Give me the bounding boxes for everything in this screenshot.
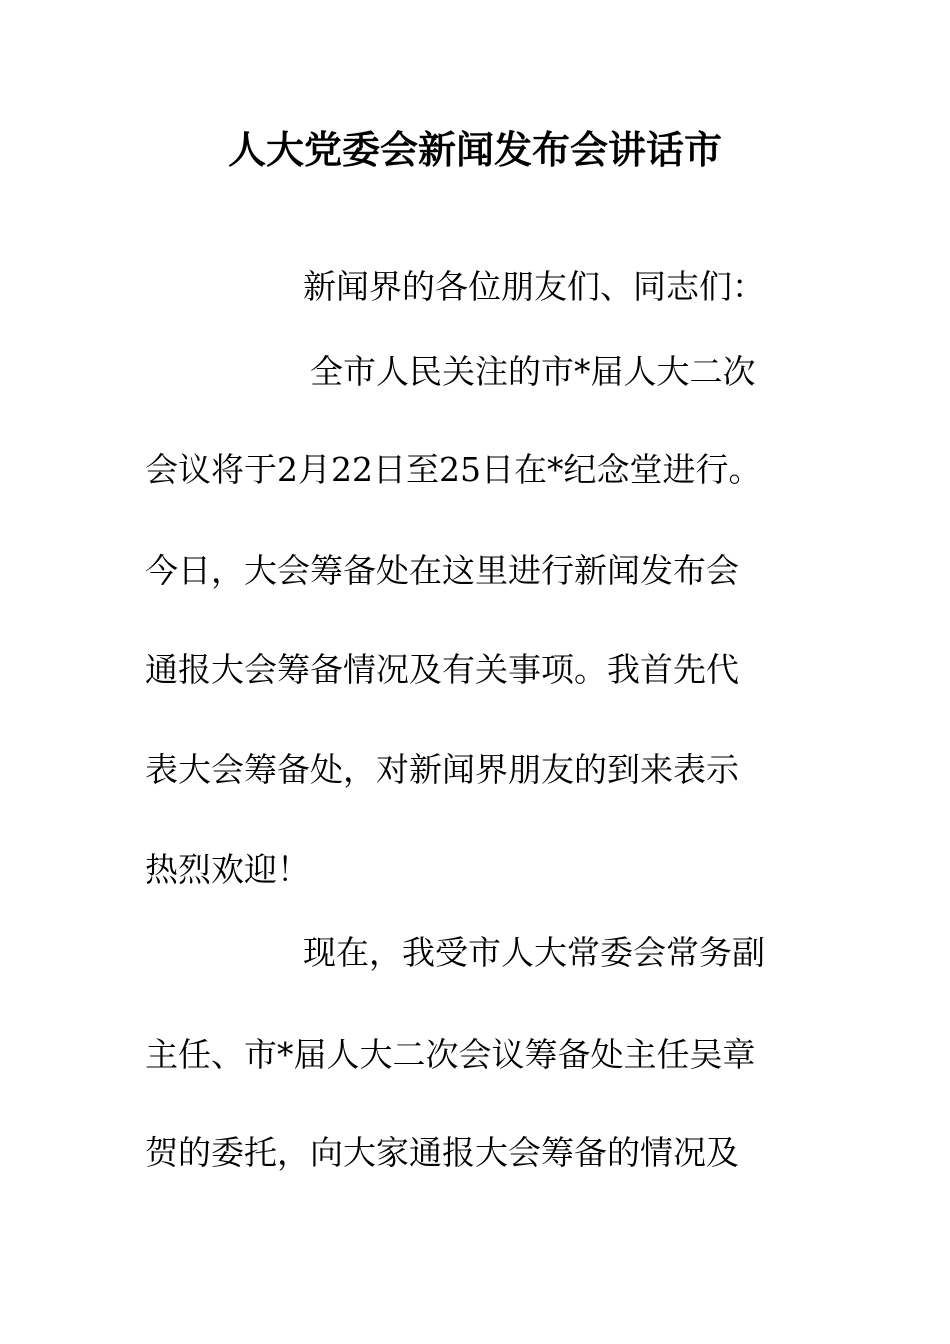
paragraph-line: 热烈欢迎！ (145, 850, 310, 889)
salutation-line: 新闻界的各位朋友们、同志们： (303, 267, 765, 306)
paragraph-line: 现在，我受市人大常委会常务副 (303, 933, 765, 972)
paragraph-line: 通报大会筹备情况及有关事项。我首先代 (145, 650, 739, 689)
paragraph-line: 表大会筹备处，对新闻界朋友的到来表示 (145, 750, 739, 789)
paragraph-line: 会议将于2月22日至25日在*纪念堂进行。 (145, 450, 762, 489)
document-title: 人大党委会新闻发布会讲话市 (227, 127, 722, 172)
paragraph-line: 贺的委托，向大家通报大会筹备的情况及 (145, 1133, 739, 1172)
paragraph-line: 今日，大会筹备处在这里进行新闻发布会 (145, 551, 739, 590)
paragraph-line: 全市人民关注的市*届人大二次 (310, 352, 756, 391)
paragraph-line: 主任、市*届人大二次会议筹备处主任吴章 (145, 1035, 756, 1074)
